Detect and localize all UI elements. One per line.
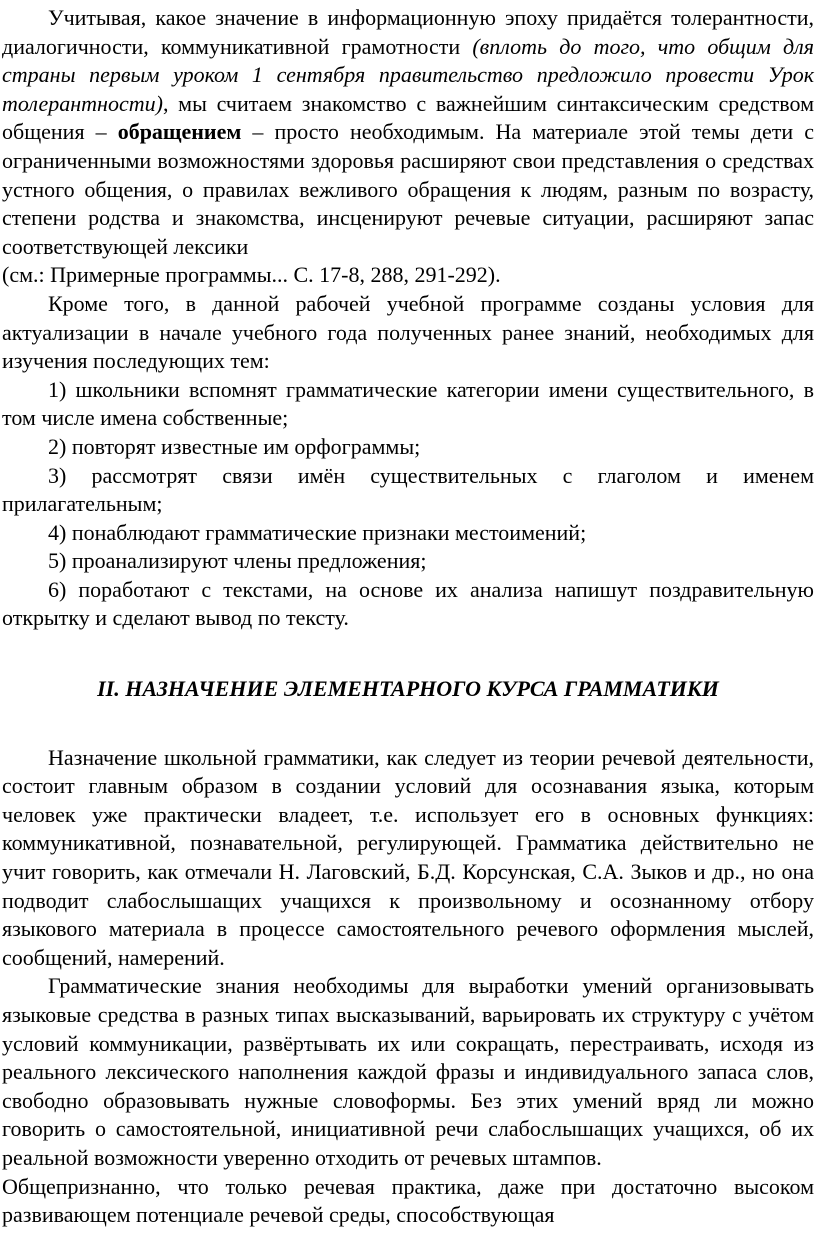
paragraph-grammar-purpose: Назначение школьной грамматики, как следует из теории речевой деятельности, состоит главным образом в создании условий для осознавания языка, которым человек уже практически владеет, т.е. использует его в основных функциях: коммуникативной, познавательной, регулирующей. Грамматика действительно не учит говорить, как отмечали Н. Лаговский, Б.Д. Корсунская, С.А. Зыков и др., но она подводит слабослышащих учащихся к произвольному и осознанному отбору языкового материала в процессе самостоятельного речевого оформления мыслей, сообщений, намерений. xyxy=(2,744,814,970)
paragraph-actualization: Кроме того, в данной рабочей учебной программе созданы условия для актуализации в начале учебного года полученных ранее знаний, необходимых для изучения последующих тем: xyxy=(2,290,814,374)
list-item: 5) проанализируют члены предложения; xyxy=(48,548,427,574)
bold-term: обращением xyxy=(117,119,242,145)
list-item: 6) поработают с текстами, на основе их анализа напишут поздравительную открытку и сделают вывод по тексту. xyxy=(2,576,814,631)
paragraph-text: , мы считаем знакомство с важнейшим синтаксическим средством общения – xyxy=(2,90,814,145)
paragraph-text: Учитывая, какое значение в информационную эпоху придаётся толерантности, диалогичности, коммуникативной грамотности xyxy=(2,5,814,59)
paragraph-grammar-knowledge: Грамматические знания необходимы для выработки умений организовывать языковые средства в разных типах высказываний, варьировать их структуру с учётом условий коммуникации, развёртывать их или сокращать, перестраивать, исходя из реального лексического наполнения каждой фразы и индивидуального запаса слов, свободно образовывать нужные словоформы. Без этих умений вряд ли можно говорить о самостоятельной, инициативной речи слабослышащих учащихся, об их реальной возможности уверенно отходить от речевых штампов. xyxy=(2,973,814,1170)
list-item: 4) понаблюдают грамматические признаки местоимений; xyxy=(48,519,587,545)
paragraph-speech-practice: Общепризнанно, что только речевая практика, даже при достаточно высоком развивающем потенциале речевой среды, способствующая xyxy=(2,1173,814,1228)
paragraph-tolerance xyxy=(2,4,814,261)
list-item: 1) школьники вспомнят грамматические категории имени существительного, в том числе имена собственные; xyxy=(2,376,814,431)
paragraph-text: – просто необходимым. На материале этой темы дети с ограниченными возможностями здоровья расширяют свои представления о средствах устного общения, о правилах вежливого обращения к людям, разным по возрасту, степени родства и знакомства, инсценируют речевые ситуации, расширяют запас соответствующей лексики xyxy=(2,119,814,259)
section-heading: II. НАЗНАЧЕНИЕ ЭЛЕМЕНТАРНОГО КУРСА ГРАММАТИКИ xyxy=(97,676,719,702)
italic-remark: (вплоть до того, что общим для страны первым уроком 1 сентября правительство предложило провести Урок толерантности) xyxy=(2,33,814,116)
list-item: 2) повторят известные им орфограммы; xyxy=(48,433,421,459)
reference-line: (см.: Примерные программы... С. 17-8, 288, 291-292). xyxy=(2,262,501,288)
list-item: 3) рассмотрят связи имён существительных с глаголом и именем прилагательным; xyxy=(2,462,814,517)
topics-list xyxy=(2,376,814,633)
